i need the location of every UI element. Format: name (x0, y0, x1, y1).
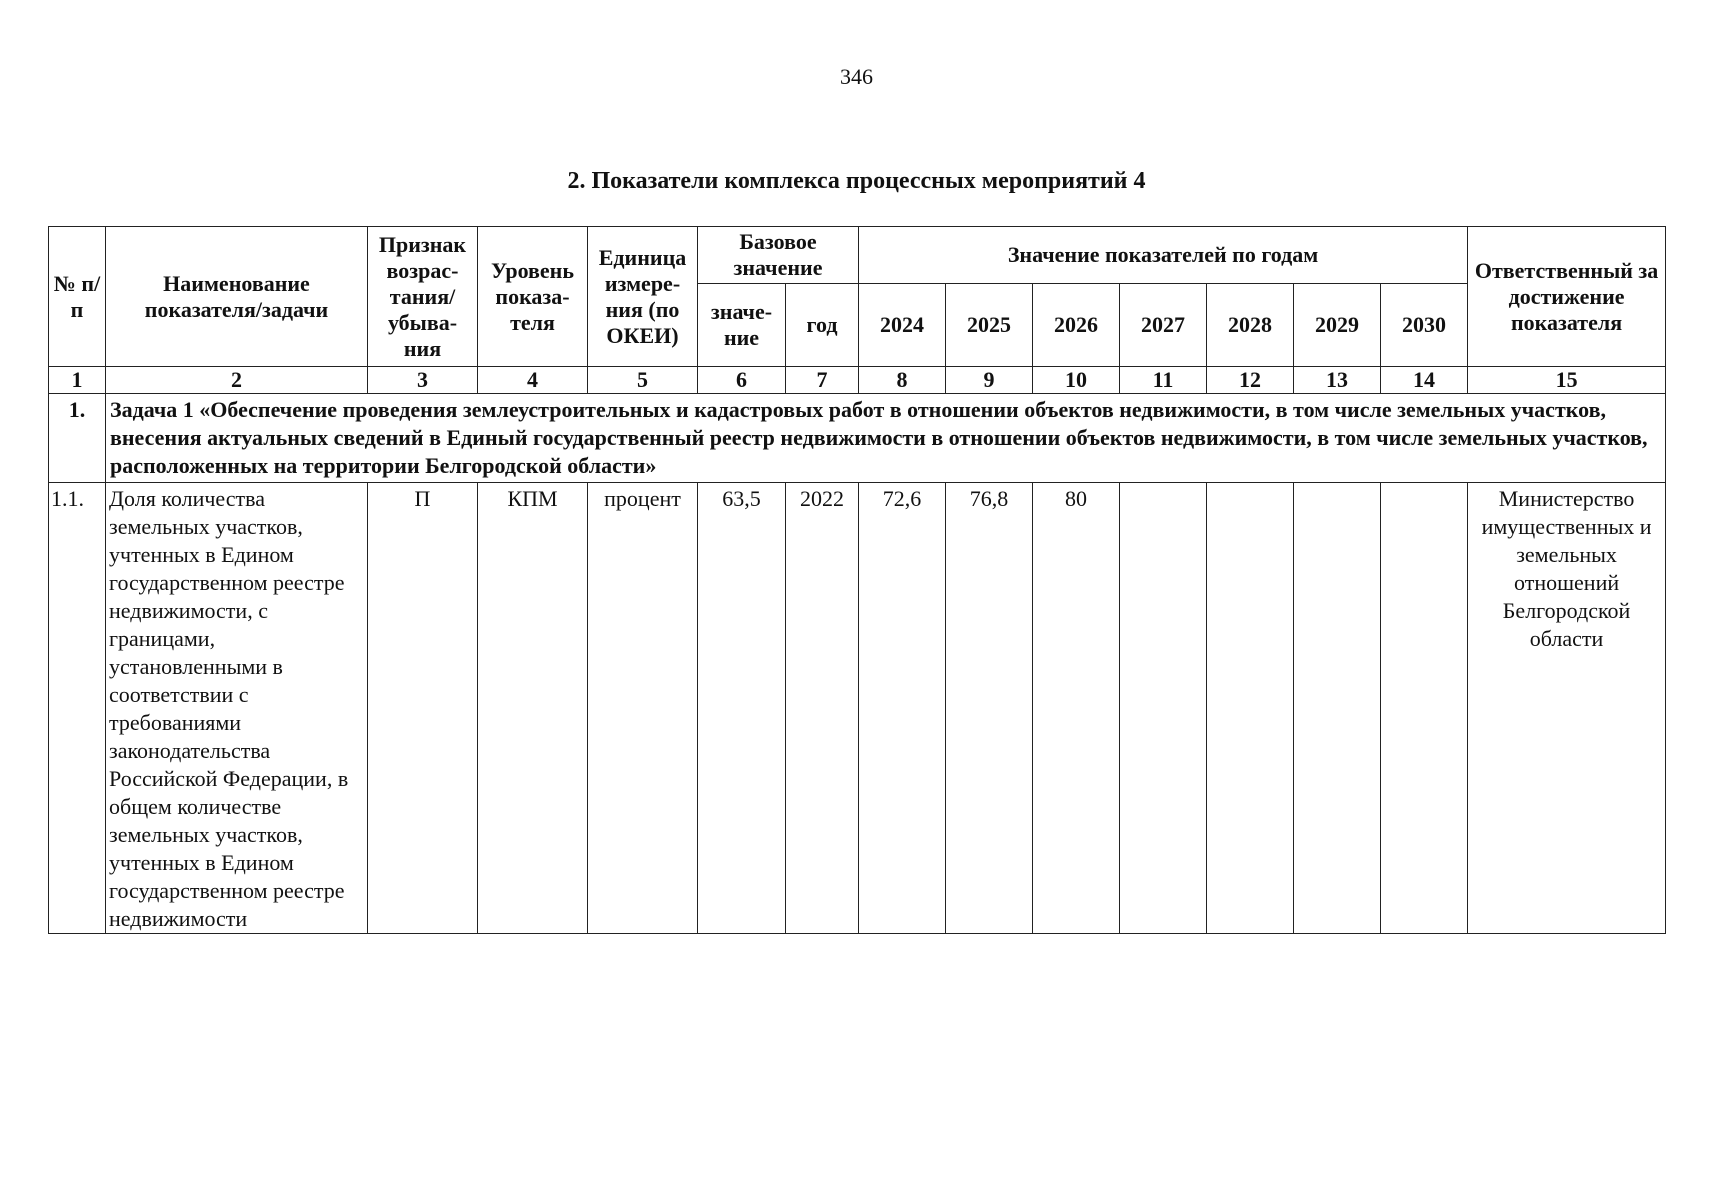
indicator-value-2025: 76,8 (946, 483, 1033, 934)
indicator-value-2029 (1294, 483, 1381, 934)
indicator-value-2027 (1120, 483, 1207, 934)
task-text: Задача 1 «Обеспечение проведения землеустроительных и кадастровых работ в отношении объектов недвижимости, в том числе земельных участков, внесения актуальных сведений в Единый государственный реестр недвижимости в отношении объектов недвижимости, в том числе земельных участков, расположенных на территории Белгородской области» (106, 394, 1666, 483)
header-year: 2027 (1120, 284, 1207, 367)
header-number: № п/п (49, 227, 106, 367)
column-number: 3 (368, 367, 478, 394)
header-year: 2030 (1381, 284, 1468, 367)
indicators-table (48, 226, 1666, 934)
header-year: 2026 (1033, 284, 1120, 367)
indicator-name: Доля количества земельных участков, учтенных в Едином государственном реестре недвижимости, с границами, установленными в соответствии с требованиями законодательства Российской Федерации, в общем количестве земельных участков, учтенных в Едином государственном реестре недвижимости (106, 483, 368, 934)
column-number: 8 (859, 367, 946, 394)
column-number: 13 (1294, 367, 1381, 394)
indicator-responsible: Министерство имущественных и земельных отношений Белгородской области (1468, 483, 1666, 934)
header-years-group: Значение показателей по годам (859, 227, 1468, 284)
column-number: 6 (698, 367, 786, 394)
header-unit: Единица измере-ния (по ОКЕИ) (588, 227, 698, 367)
column-number: 15 (1468, 367, 1666, 394)
header-base-value: значе-ние (698, 284, 786, 367)
header-base: Базовое значение (698, 227, 859, 284)
header-base-year: год (786, 284, 859, 367)
header-trend: Признак возрас-тания/ убыва-ния (368, 227, 478, 367)
indicator-level: КПМ (478, 483, 588, 934)
indicator-base-year: 2022 (786, 483, 859, 934)
column-number: 2 (106, 367, 368, 394)
header-level: Уровень показа-теля (478, 227, 588, 367)
indicator-value-2024: 72,6 (859, 483, 946, 934)
indicator-trend: П (368, 483, 478, 934)
column-number: 1 (49, 367, 106, 394)
header-year: 2029 (1294, 284, 1381, 367)
indicator-value-2026: 80 (1033, 483, 1120, 934)
header-year: 2025 (946, 284, 1033, 367)
document-title: 2. Показатели комплекса процессных мероприятий 4 (567, 168, 1146, 194)
column-number: 12 (1207, 367, 1294, 394)
indicator-value-2028 (1207, 483, 1294, 934)
column-number: 11 (1120, 367, 1207, 394)
header-indicator-name: Наименование показателя/задачи (106, 227, 368, 367)
column-number: 4 (478, 367, 588, 394)
column-number: 5 (588, 367, 698, 394)
table-row (49, 483, 1666, 934)
indicator-number: 1.1. (49, 483, 106, 934)
indicator-unit: процент (588, 483, 698, 934)
column-number: 10 (1033, 367, 1120, 394)
indicator-base-value: 63,5 (698, 483, 786, 934)
task-number: 1. (49, 394, 106, 483)
column-number: 14 (1381, 367, 1468, 394)
header-responsible: Ответственный за достижение показателя (1468, 227, 1666, 367)
header-year: 2024 (859, 284, 946, 367)
indicator-value-2030 (1381, 483, 1468, 934)
header-year: 2028 (1207, 284, 1294, 367)
page-number: 346 (840, 64, 873, 89)
column-number: 9 (946, 367, 1033, 394)
task-row (49, 394, 1666, 483)
column-number: 7 (786, 367, 859, 394)
